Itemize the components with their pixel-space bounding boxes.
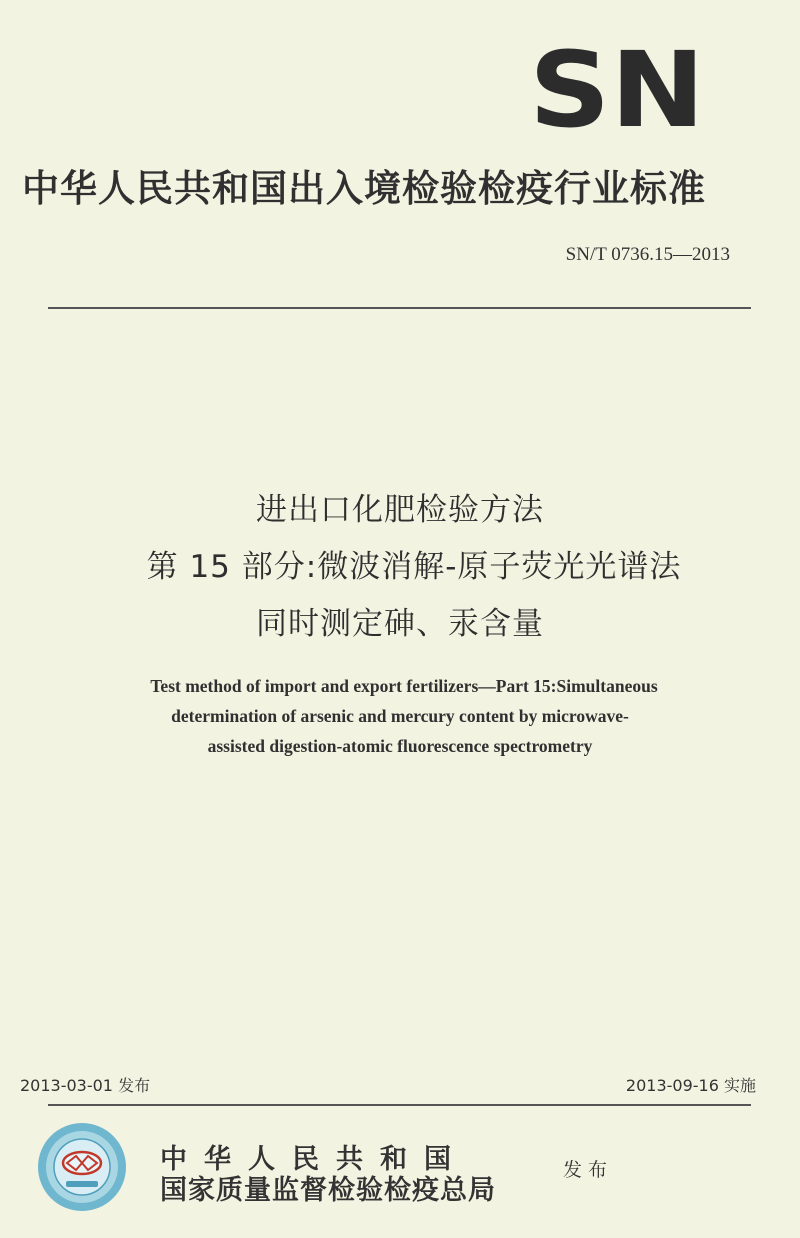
chinese-title-line-2: 第 15 部分:微波消解-原子荧光光谱法 — [146, 549, 682, 585]
implementation-date: 2013-09-16 实施 — [625, 1076, 756, 1095]
issue-date: 2013-03-01 发布 — [20, 1076, 151, 1095]
publish-label: 发布 — [563, 1159, 614, 1181]
english-title-line-1: Test method of import and export fertilizers—Part 15:Simultaneous — [150, 676, 658, 696]
issuer-name-line-2: 国家质量监督检验检疫总局 — [160, 1175, 496, 1206]
english-title-line-2: determination of arsenic and mercury content by microwave- — [171, 706, 629, 726]
anti-counterfeit-seal-icon — [36, 1121, 128, 1213]
bottom-divider — [48, 1104, 751, 1106]
chinese-title-line-3: 同时测定砷、汞含量 — [256, 606, 544, 642]
issuer-name-line-1: 中华人民共和国 — [160, 1144, 468, 1175]
english-title-line-3: assisted digestion-atomic fluorescence spectrometry — [207, 736, 593, 756]
sn-logo — [527, 38, 707, 132]
standard-number: SN/T 0736.15—2013 — [565, 244, 730, 265]
sn-logo-graphic — [527, 38, 707, 132]
top-divider — [48, 307, 751, 309]
chinese-title-line-1: 进出口化肥检验方法 — [256, 492, 544, 528]
sn-logo-text: SN — [529, 38, 705, 132]
sector-title: 中华人民共和国出入境检验检疫行业标准 — [22, 167, 706, 210]
